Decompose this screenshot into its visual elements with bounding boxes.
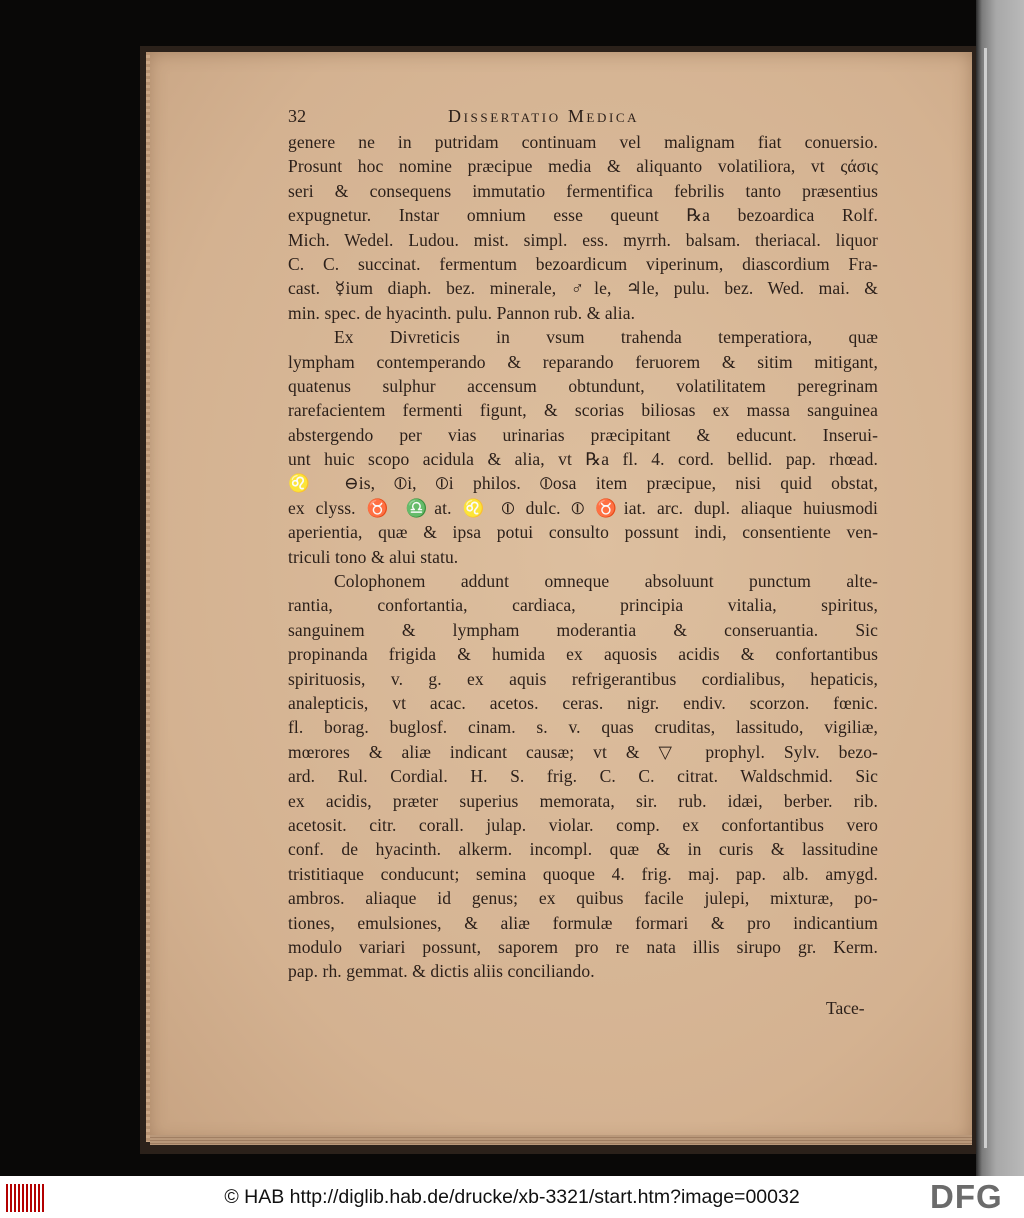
text-line: fl. borag. buglosf. cinam. s. v. quas cruditas, lassitudo, vigiliæ, — [288, 717, 878, 738]
text-line: C. C. succinat. fermentum bezoardicum viperinum, diascordium Fra- — [288, 253, 878, 274]
text-lines — [288, 130, 878, 984]
page-text-block — [288, 104, 878, 984]
text-line: analepticis, vt acac. acetos. ceras. nigr. endiv. scorzon. fœnic. — [288, 692, 878, 713]
page-bottom-edge — [150, 1135, 972, 1145]
text-line: tristitiaque conducunt; semina quoque 4. frig. maj. pap. alb. amygd. — [288, 863, 878, 884]
text-line: abstergendo per vias urinarias præcipitant & educunt. Inserui- — [288, 424, 878, 445]
text-line: cast. ☿ium diaph. bez. minerale, ♂le, ♃le, pulu. bez. Wed. mai. & — [288, 278, 878, 299]
text-line: acetosit. citr. corall. julap. violar. comp. ex confortantibus vero — [288, 814, 878, 835]
text-line: ex clyss. ♉ ♎at. ♌ ⦶ dulc. ⦶ ♉iat. arc. dupl. aliaque huiusmodi — [288, 497, 878, 518]
catchword: Tace- — [826, 998, 865, 1018]
text-line: seri & consequens immutatio fermentifica febrilis tanto præsentius — [288, 180, 878, 201]
text-line: sanguinem & lympham moderantia & conseruantia. Sic — [288, 619, 878, 640]
text-line: Prosunt hoc nomine præcipue media & aliquanto volatiliora, vt ςάσις — [288, 156, 878, 177]
text-line: ♌ ⊖is, ⦶i, ⦶i philos. ⦶osa item præcipue, nisi quid obstat, — [288, 473, 878, 494]
text-line: aperientia, quæ & ipsa potui consulto possunt indi, consentiente ven- — [288, 522, 878, 543]
text-line: ambros. aliaque id genus; ex quibus facile julepi, mixturæ, po- — [288, 888, 878, 909]
scanner-edge-strip — [976, 0, 1024, 1176]
text-line: unt huic scopo acidula & alia, vt ℞a fl. 4. cord. bellid. pap. rhœad. — [288, 449, 878, 470]
text-line: ard. Rul. Cordial. H. S. frig. C. C. citrat. Waldschmid. Sic — [288, 766, 878, 787]
copyright-link[interactable]: © HAB http://diglib.hab.de/drucke/xb-3321/start.htm?image=00032 — [224, 1186, 800, 1208]
text-line: expugnetur. Instar omnium esse queunt ℞a bezoardica Rolf. — [288, 205, 878, 226]
text-line: pap. rh. gemmat. & dictis aliis conciliando. — [288, 961, 595, 982]
text-line: Mich. Wedel. Ludou. mist. simpl. ess. myrrh. balsam. theriacal. liquor — [288, 229, 878, 250]
text-line: triculi tono & alui statu. — [288, 546, 459, 567]
text-line: min. spec. de hyacinth. pulu. Pannon rub. & alia. — [288, 302, 636, 323]
viewer-footer — [0, 1176, 1024, 1218]
text-line: ex acidis, præter superius memorata, sir. rub. idæi, berber. rib. — [288, 790, 878, 811]
text-line: quatenus sulphur accensum obtundunt, volatilitatem peregrinam — [288, 375, 878, 396]
text-line: spirituosis, v. g. ex aquis refrigerantibus cordialibus, hepaticis, — [288, 668, 878, 689]
page-left-edge — [146, 52, 150, 1142]
page-number: 32 — [288, 106, 307, 126]
page-header — [288, 104, 878, 130]
text-line: propinanda frigida & humida ex aquosis acidis & confortantibus — [288, 644, 878, 665]
text-line: Ex Divreticis in vsum trahenda temperatiora, quæ — [334, 327, 878, 348]
text-line: Colophonem addunt omneque absoluunt punctum alte- — [334, 571, 878, 592]
text-line: modulo variari possunt, saporem pro re nata illis sirupo gr. Kerm. — [288, 936, 878, 957]
text-line: rarefacientem fermenti figunt, & scorias biliosas ex massa sanguinea — [288, 400, 878, 421]
text-line: tiones, emulsiones, & aliæ formulæ formari & pro indicantium — [288, 912, 878, 933]
dfg-logo: DFG — [930, 1178, 1003, 1215]
running-title: Dissertatio Medica — [448, 106, 640, 126]
text-line: genere ne in putridam continuam vel malignam fiat conuersio. — [288, 132, 878, 152]
text-line: mœrores & aliæ indicant causæ; vt & ▽ prophyl. Sylv. bezo- — [288, 741, 878, 762]
text-line: conf. de hyacinth. alkerm. incompl. quæ & in curis & lassitudine — [288, 839, 878, 860]
text-line: lympham contemperando & reparando feruorem & sitim mitigant, — [288, 351, 878, 372]
text-line: rantia, confortantia, cardiaca, principia vitalia, spiritus, — [288, 595, 878, 616]
